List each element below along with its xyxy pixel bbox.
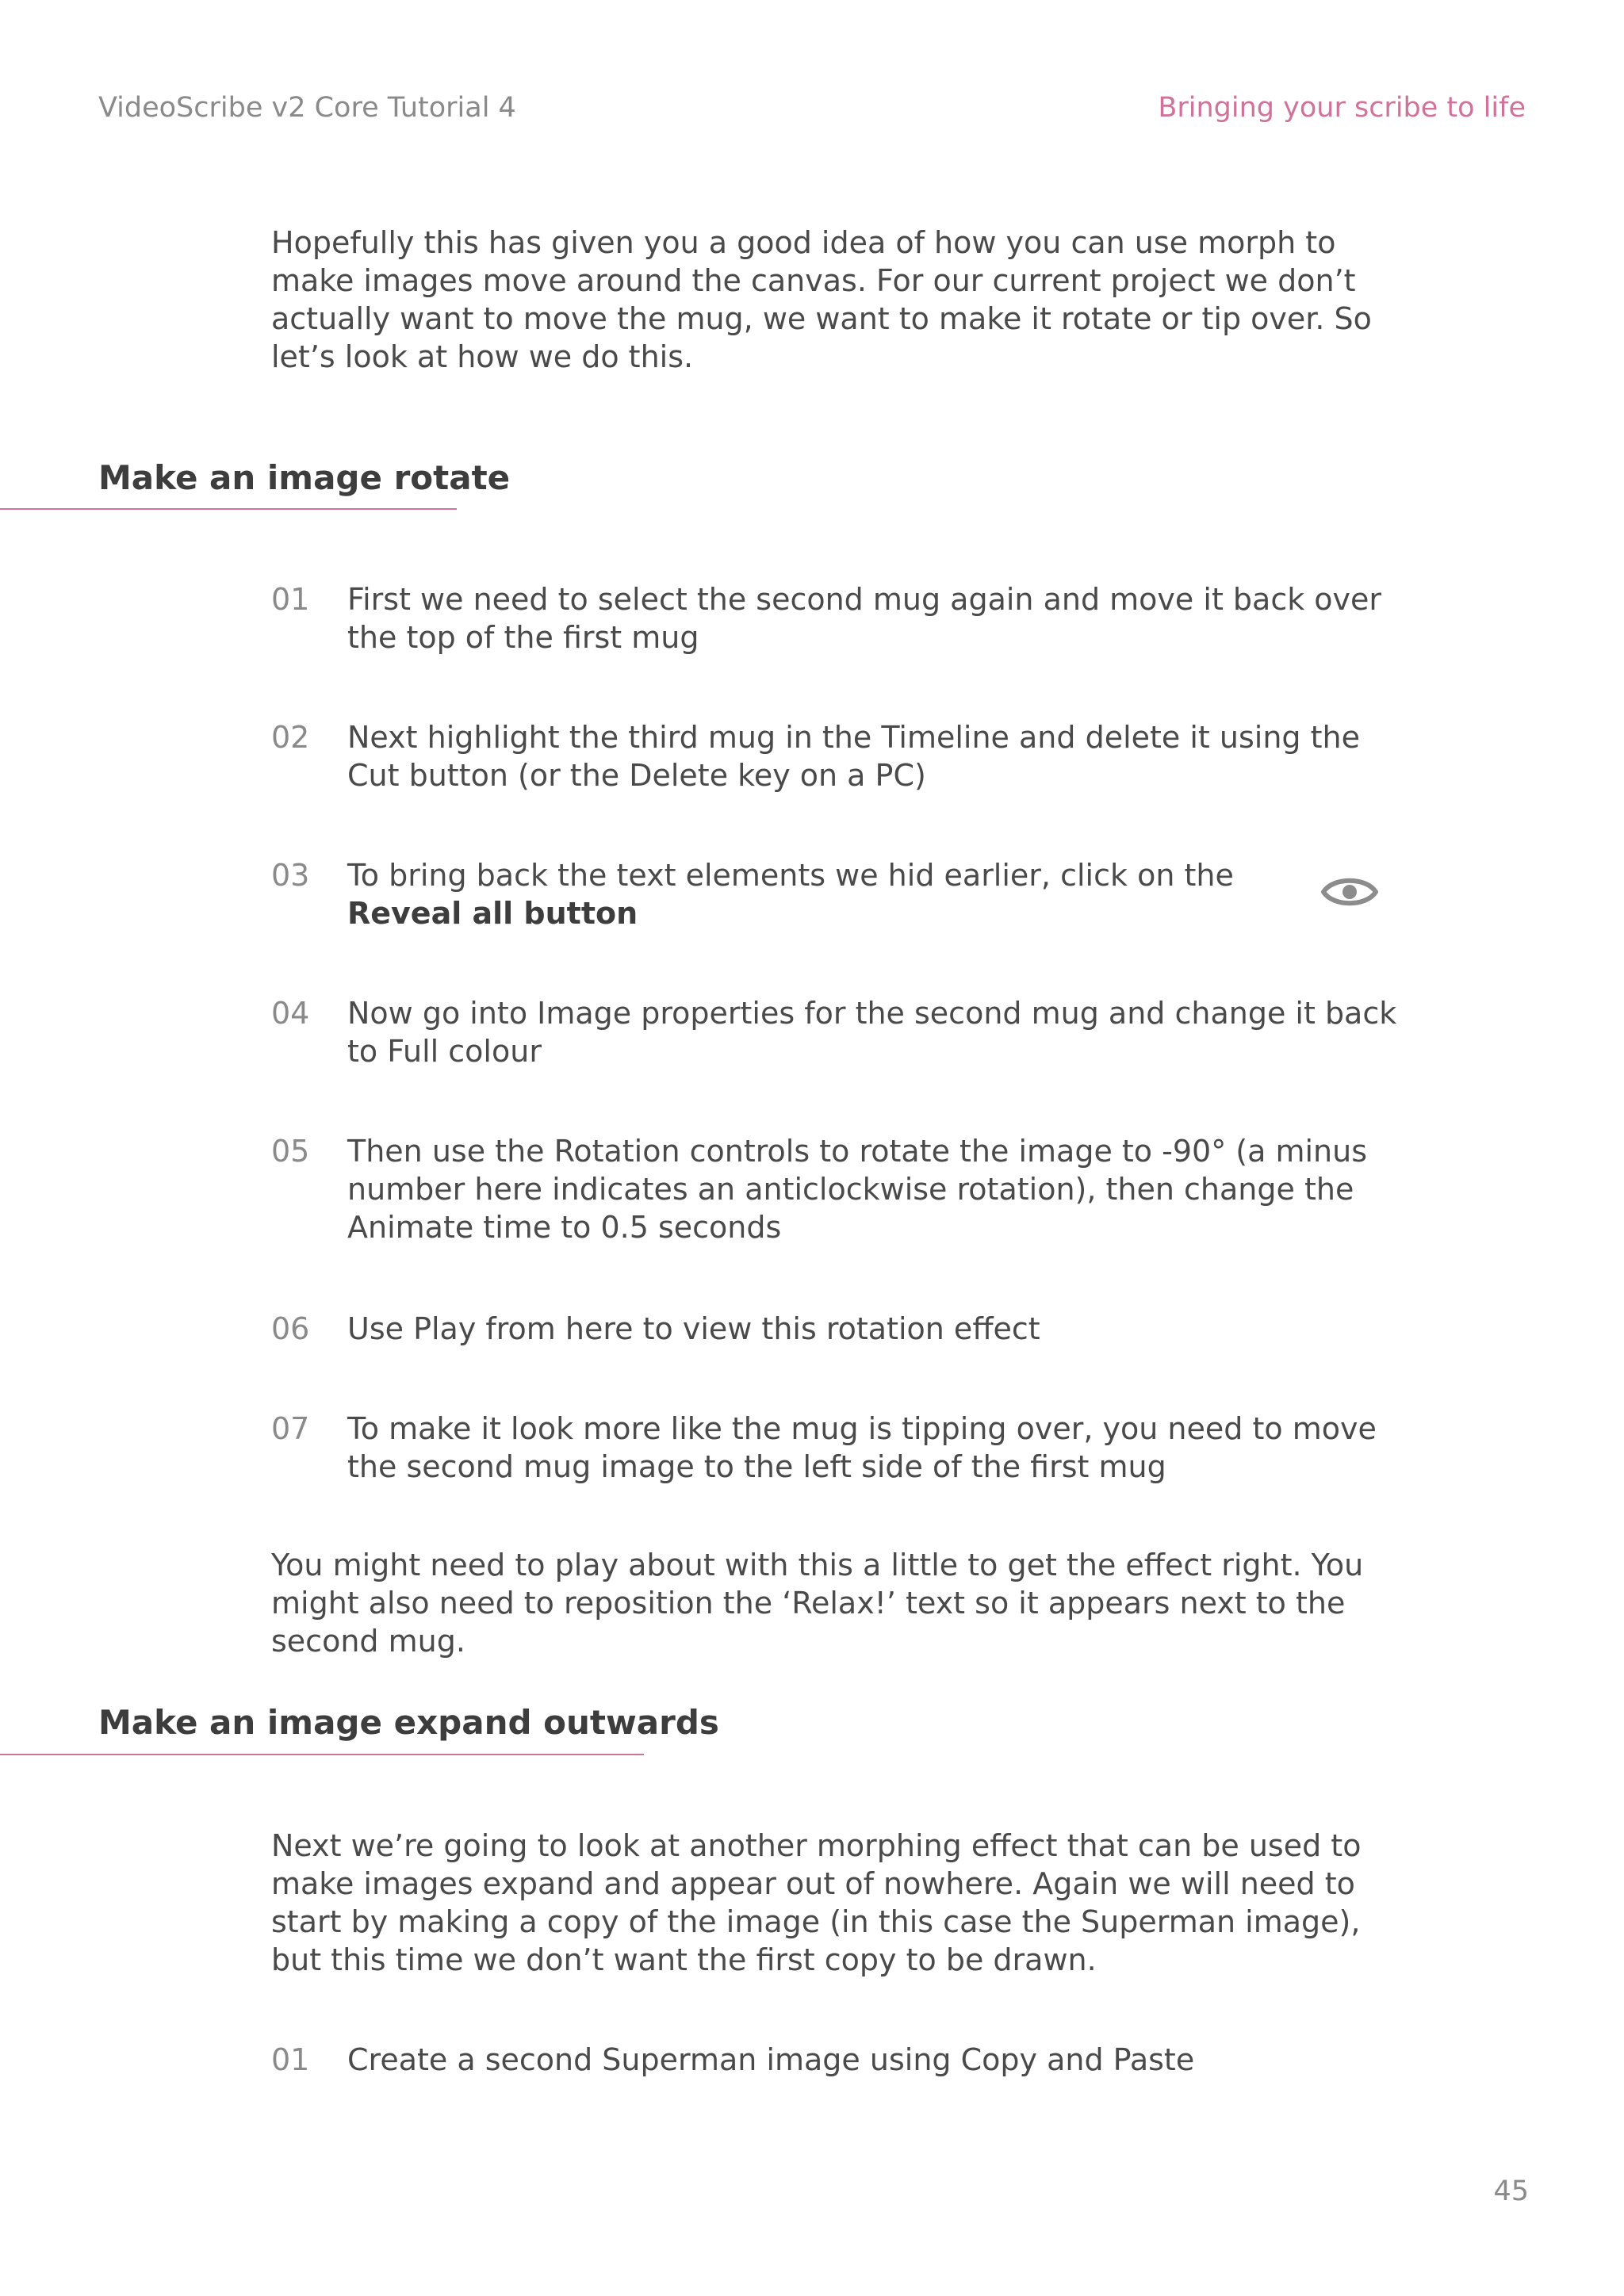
eye-icon (1320, 869, 1379, 915)
closing-paragraph: You might need to play about with this a little to get the effect right. You might also need to reposition the ‘Relax!’ text so it appears next to the second mug. (271, 1548, 1364, 1659)
step-number: 05 (271, 1134, 310, 1169)
step-number: 02 (271, 720, 310, 755)
step-text-plain: To bring back the text elements we hid earlier, click on the (347, 858, 1234, 893)
page-number: 45 (1493, 2175, 1529, 2207)
step-number: 04 (271, 996, 310, 1031)
step-text: Then use the Rotation controls to rotate the image to -90° (a minus number here indicates an anticlockwise rotation), then change the Animate time to 0.5 seconds (347, 1134, 1368, 1245)
step-number: 01 (271, 2042, 310, 2077)
step-text-bold: Reveal all button (347, 896, 638, 931)
step-text: Create a second Superman image using Copy and Paste (347, 2042, 1195, 2077)
step-text: Now go into Image properties for the second mug and change it back to Full colour (347, 996, 1397, 1069)
section-heading-rotate: Make an image rotate (98, 458, 511, 497)
step-text: Next highlight the third mug in the Timeline and delete it using the Cut button (or the Delete key on a PC) (347, 720, 1360, 793)
step-text: To make it look more like the mug is tipping over, you need to move the second mug image to the left side of the first mug (347, 1411, 1377, 1484)
intro-paragraph: Hopefully this has given you a good idea of how you can use morph to make images move around the canvas. For our current project we don’t actually want to move the mug, we want to make it rotate or tip over. So let’s look at how we do this. (271, 225, 1372, 374)
section-heading-expand: Make an image expand outwards (98, 1703, 719, 1742)
header-chapter-title: Bringing your scribe to life (1158, 92, 1526, 124)
header-document-title: VideoScribe v2 Core Tutorial 4 (98, 92, 516, 124)
step-text (347, 856, 1331, 932)
step-number: 01 (271, 582, 310, 617)
section-heading-underline (0, 508, 457, 510)
step-number: 03 (271, 858, 310, 893)
step-text: First we need to select the second mug again and move it back over the top of the first mug (347, 582, 1382, 655)
step-number: 07 (271, 1411, 310, 1446)
step-text: Use Play from here to view this rotation effect (347, 1311, 1040, 1346)
section-heading-underline (0, 1754, 644, 1755)
section-intro-paragraph: Next we’re going to look at another morphing effect that can be used to make images expand and appear out of nowhere. Again we will need to start by making a copy of the image (in this case the Superman image), but this time we don’t want the first copy to be drawn. (271, 1828, 1362, 1977)
step-number: 06 (271, 1311, 310, 1346)
